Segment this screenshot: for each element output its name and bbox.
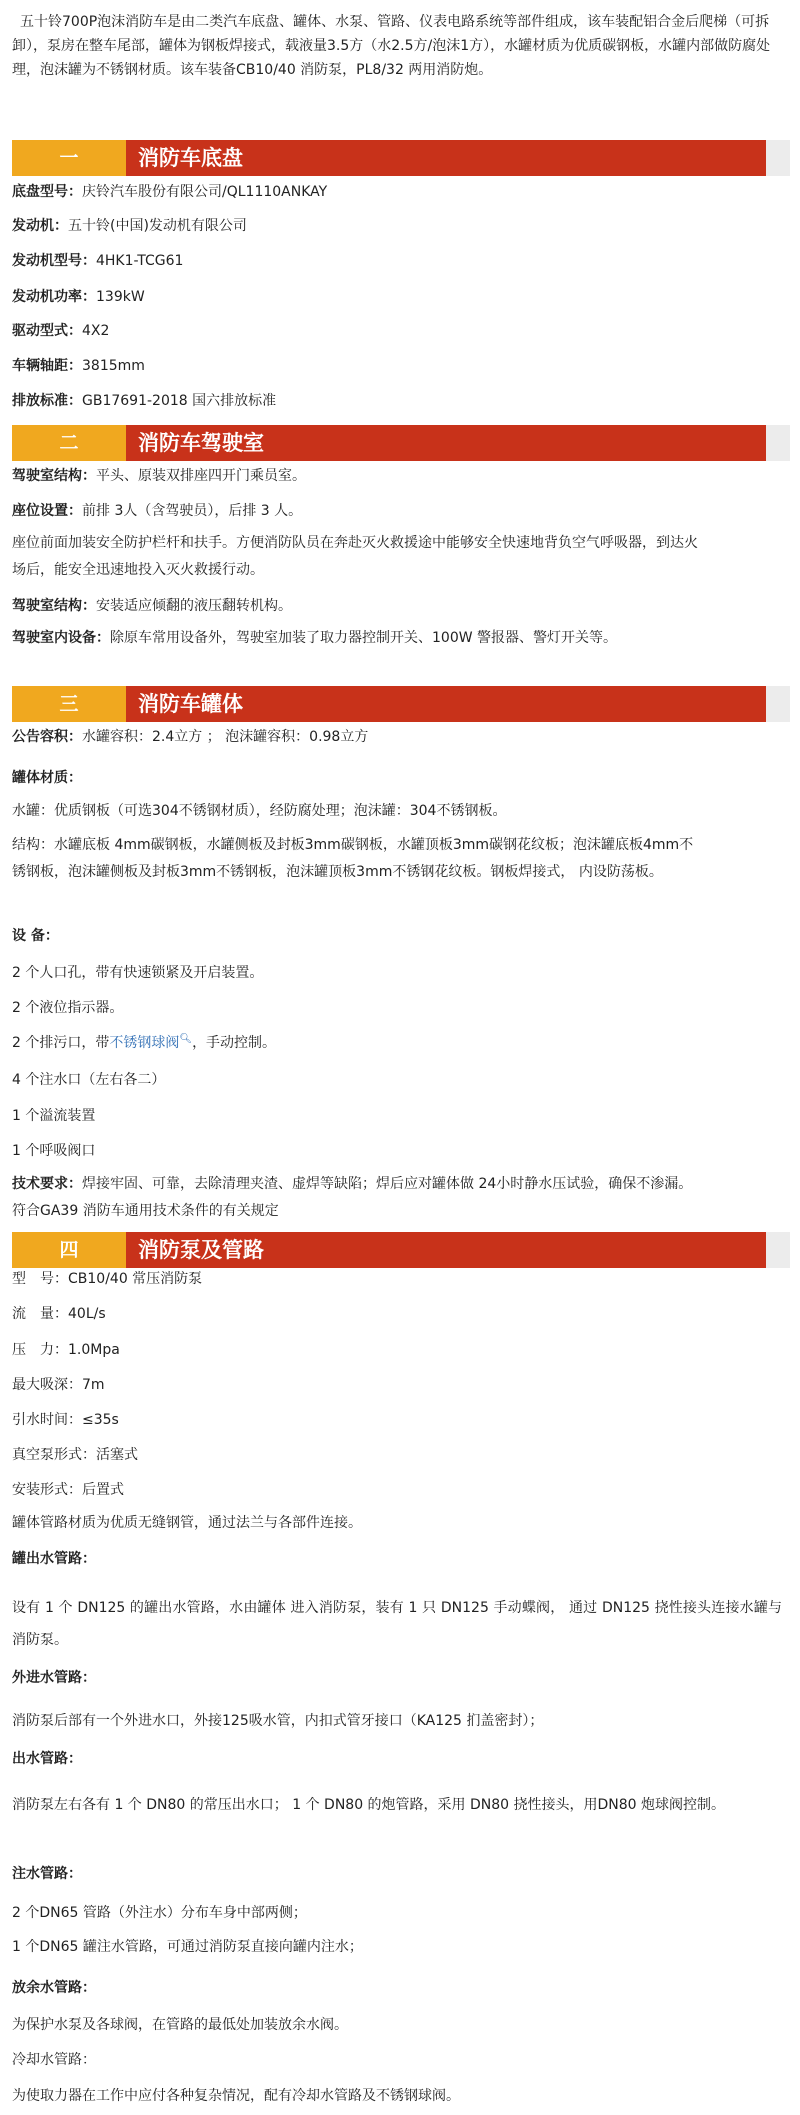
section-title: 消防泵及管路 [126,1232,766,1268]
spec-row [12,1444,712,1464]
cool-title: 冷却水管路： [12,2052,96,2068]
spec-value: 活塞式 [96,1447,138,1463]
drain-prefix: 2 个排污口，带 [12,1035,110,1051]
outlet-text: 设有 1 个 DN125 的罐出水管路，水由罐体 进入消防泵，装有 1 只 DN125 手动蝶阀， 通过 DN125 挠性接头连接水罐与消防泵。 [12,1600,782,1648]
spec-row [12,465,712,485]
spec-label: 发动机功率： [12,289,96,305]
spec-value: 五十铃(中国)发动机有限公司 [68,218,247,234]
section-header-chassis [12,140,790,176]
subheading: 注水管路： [12,1866,82,1882]
inlet-text: 消防泵后部有一个外进水口，外接125吸水管，内扣式管牙接口（KA125 扪盖密封）； [12,1713,544,1729]
spec-label: 车辆轴距： [12,358,82,374]
spec-label: 技术要求： [12,1176,82,1192]
spec-row [12,250,712,270]
spec-row [12,181,712,201]
spec-value: 40L/s [68,1306,106,1322]
section-number: 二 [12,425,126,461]
list-item: 4 个注水口（左右各二） [12,1072,166,1088]
equipment-label: 设 备： [12,928,59,944]
spec-row [12,500,712,520]
spec-row [12,215,712,235]
spec-row [12,726,712,746]
spec-label: 安装形式： [12,1482,82,1498]
search-icon: 🔍︎ [179,1033,193,1045]
tank-material-value: 水罐：优质钢板（可选304不锈钢材质），经防腐处理；泡沫罐：304不锈钢板。 [12,803,507,819]
spec-value: 前排 3人（含驾驶员），后排 3 人。 [82,503,303,519]
spec-row [12,1339,712,1359]
tech-requirements [12,1171,702,1225]
out-text: 消防泵左右各有 1 个 DN80 的常压出水口； 1 个 DN80 的炮管路，采用 DN80 挠性接头，用DN80 炮球阀控制。 [12,1797,726,1813]
section-header-tail [766,1232,790,1268]
spec-value: 4HK1-TCG61 [96,253,184,269]
section-title: 消防车驾驶室 [126,425,766,461]
section-header-tail [766,425,790,461]
spec-value: 庆铃汽车股份有限公司/QL1110ANKAY [82,184,328,200]
spec-value: 4X2 [82,323,110,339]
spec-value: 1.0Mpa [68,1342,120,1358]
spec-row [12,1479,712,1499]
cool-text: 为使取力器在工作中应付各种复杂情况，配有冷却水管路及不锈钢球阀。 [12,2088,460,2104]
list-item: 1 个呼吸阀口 [12,1143,96,1159]
spec-label: 真空泵形式： [12,1447,96,1463]
spec-value: ≤35s [82,1412,119,1428]
tank-structure: 结构：水罐底板 4mm碳钢板，水罐侧板及封板3mm碳钢板，水罐顶板3mm碳钢花纹板；泡沫罐底板4mm不锈钢板，泡沫罐侧板及封板3mm不锈钢板，泡沫罐顶板3mm不锈钢花纹板。钢板焊接式， 内设防荡板。 [12,837,694,880]
spec-label: 引水时间： [12,1412,82,1428]
spec-label: 型 号： [12,1271,68,1287]
section-header-tank [12,686,790,722]
list-item: 1 个DN65 罐注水管路，可通过消防泵直接向罐内注水； [12,1939,363,1955]
section-title: 消防车罐体 [126,686,766,722]
spec-row [12,320,712,340]
spec-value: 3815mm [82,358,145,374]
spec-label: 驱动型式： [12,323,82,339]
list-item: 2 个人口孔，带有快速锁紧及开启装置。 [12,965,264,981]
spec-row [12,286,712,306]
spec-value: 除原车常用设备外，驾驶室加装了取力器控制开关、100W 警报器、警灯开关等。 [110,630,618,646]
section-header-tail [766,140,790,176]
pipe-material: 罐体管路材质为优质无缝钢管，通过法兰与各部件连接。 [12,1515,362,1531]
section-number: 一 [12,140,126,176]
spec-row [12,1409,712,1429]
spec-value: 平头、原装双排座四开门乘员室。 [96,468,306,484]
spec-label: 压 力： [12,1342,68,1358]
spec-row [12,355,712,375]
cab-equipment [12,625,702,652]
subheading: 外进水管路： [12,1670,96,1686]
spec-value: 139kW [96,289,145,305]
spec-value: 焊接牢固、可靠，去除清理夹渣、虚焊等缺陷；焊后应对罐体做 24小时静水压试验，确保不渗漏。符合GA39 消防车通用技术条件的有关规定 [12,1176,693,1219]
spec-label: 最大吸深： [12,1377,82,1393]
spec-value: 后置式 [82,1482,124,1498]
spec-row [12,1303,712,1323]
seat-note: 座位前面加装安全防护栏杆和扶手。方便消防队员在奔赴灭火救援途中能够安全快速地背负空气呼吸器，到达火场后，能安全迅速地投入灭火救援行动。 [12,535,698,578]
tank-material-label: 罐体材质： [12,770,82,786]
spec-label: 驾驶室内设备： [12,630,110,646]
spec-label: 座位设置： [12,503,82,519]
subheading: 放余水管路： [12,1980,96,1996]
spec-label: 驾驶室结构： [12,468,96,484]
section-number: 三 [12,686,126,722]
drain-suffix: ，手动控制。 [192,1035,277,1051]
list-item [12,1032,712,1052]
list-item: 2 个液位指示器。 [12,1000,124,1016]
spec-value: 水罐容积：2.4立方 ； 泡沫罐容积：0.98立方 [82,729,369,745]
spec-row [12,390,712,410]
spec-value: 安装适应倾翻的液压翻转机构。 [96,598,292,614]
section-title: 消防车底盘 [126,140,766,176]
spec-label: 发动机： [12,218,68,234]
section-number: 四 [12,1232,126,1268]
list-item: 1 个溢流装置 [12,1108,96,1124]
spec-label: 底盘型号： [12,184,82,200]
stainless-valve-link[interactable]: 不锈钢球阀 [109,1035,180,1051]
spec-label: 驾驶室结构： [12,598,96,614]
spec-label: 发动机型号： [12,253,96,269]
section-header-cab [12,425,790,461]
section-header-pump [12,1232,790,1268]
spec-label: 排放标准： [12,393,82,409]
spec-value: CB10/40 常压消防泵 [68,1271,203,1287]
spec-row [12,1374,712,1394]
spec-value: 7m [82,1377,105,1393]
spec-row [12,595,712,615]
intro-paragraph: 五十铃700P泡沫消防车是由二类汽车底盘、罐体、水泵、管路、仪表电路系统等部件组成，该车装配铝合金后爬梯（可拆卸），泵房在整车尾部，罐体为钢板焊接式，载液量3.5方（水2.5方/泡沫1方），水罐材质为优质碳钢板，水罐内部做防腐处理，泡沫罐为不锈钢材质。该车装备CB10/40 消防泵，PL8/32 两用消防炮。 [12,14,771,78]
subheading: 出水管路： [12,1751,82,1767]
spec-row [12,1268,712,1288]
spec-value: GB17691-2018 国六排放标准 [82,393,277,409]
spec-label: 公告容积： [12,729,82,745]
subheading: 罐出水管路： [12,1551,96,1567]
spec-label: 流 量： [12,1306,68,1322]
drain-text: 为保护水泵及各球阀，在管路的最低处加装放余水阀。 [12,2017,348,2033]
list-item: 2 个DN65 管路（外注水）分布车身中部两侧； [12,1905,307,1921]
section-header-tail [766,686,790,722]
